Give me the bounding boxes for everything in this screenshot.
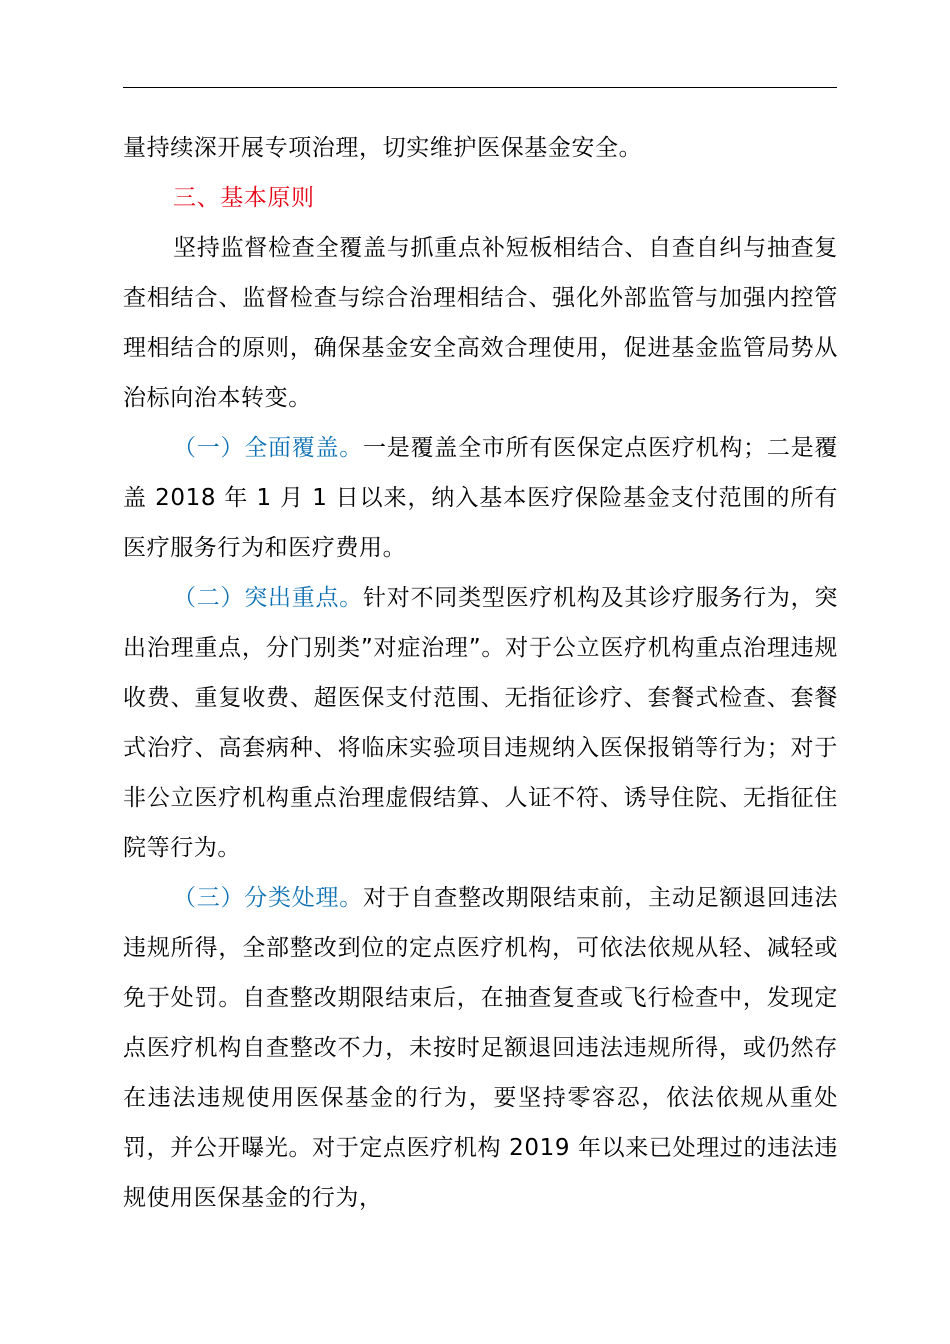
item-body-2: 针对不同类型医疗机构及其诊疗服务行为，突出治理重点，分门别类”对症治理”。对于公立医疗机构重点治理违规收费、重复收费、超医保支付范围、无指征诊疗、套餐式检查、套餐式治疗、高套病种、将临床实验项目违规纳入医保报销等行为；对于非公立医疗机构重点治理虚假结算、人证不符、诱导住院、无指征住院等行为。 — [123, 585, 838, 861]
item-title-2: （二）突出重点。 — [173, 585, 364, 611]
header-rule — [123, 87, 837, 88]
item-body-1: 一是覆盖全市所有医保定点医疗机构；二是覆盖 2018 年 1 月 1 日以来，纳入基本医疗保险基金支付范围的所有医疗服务行为和医疗费用。 — [123, 435, 838, 561]
paragraph-item-1 — [123, 423, 838, 573]
section-heading: 三、基本原则 — [173, 185, 315, 211]
item-body-3: 对于自查整改期限结束前，主动足额退回违法违规所得，全部整改到位的定点医疗机构，可依法依规从轻、减轻或免于处罚。自查整改期限结束后，在抽查复查或飞行检查中，发现定点医疗机构自查整改不力，未按时足额退回违法违规所得，或仍然存在违法违规使用医保基金的行为，要坚持零容忍，依法依规从重处罚，并公开曝光。对于定点医疗机构 2019 年以来已处理过的违法违规使用医保基金的行为， — [123, 885, 838, 1211]
paragraph-item-3 — [123, 873, 838, 1223]
item-title-3: （三）分类处理。 — [173, 885, 364, 911]
paragraph-item-2 — [123, 573, 838, 873]
item-title-1: （一）全面覆盖。 — [173, 435, 364, 461]
paragraph-continuation: 量持续深开展专项治理，切实维护医保基金安全。 — [123, 135, 643, 161]
paragraph-principles: 坚持监督检查全覆盖与抓重点补短板相结合、自查自纠与抽查复查相结合、监督检查与综合治理相结合、强化外部监管与加强内控管理相结合的原则，确保基金安全高效合理使用，促进基金监管局势从治标向治本转变。 — [123, 235, 838, 411]
document-body — [123, 123, 838, 1223]
